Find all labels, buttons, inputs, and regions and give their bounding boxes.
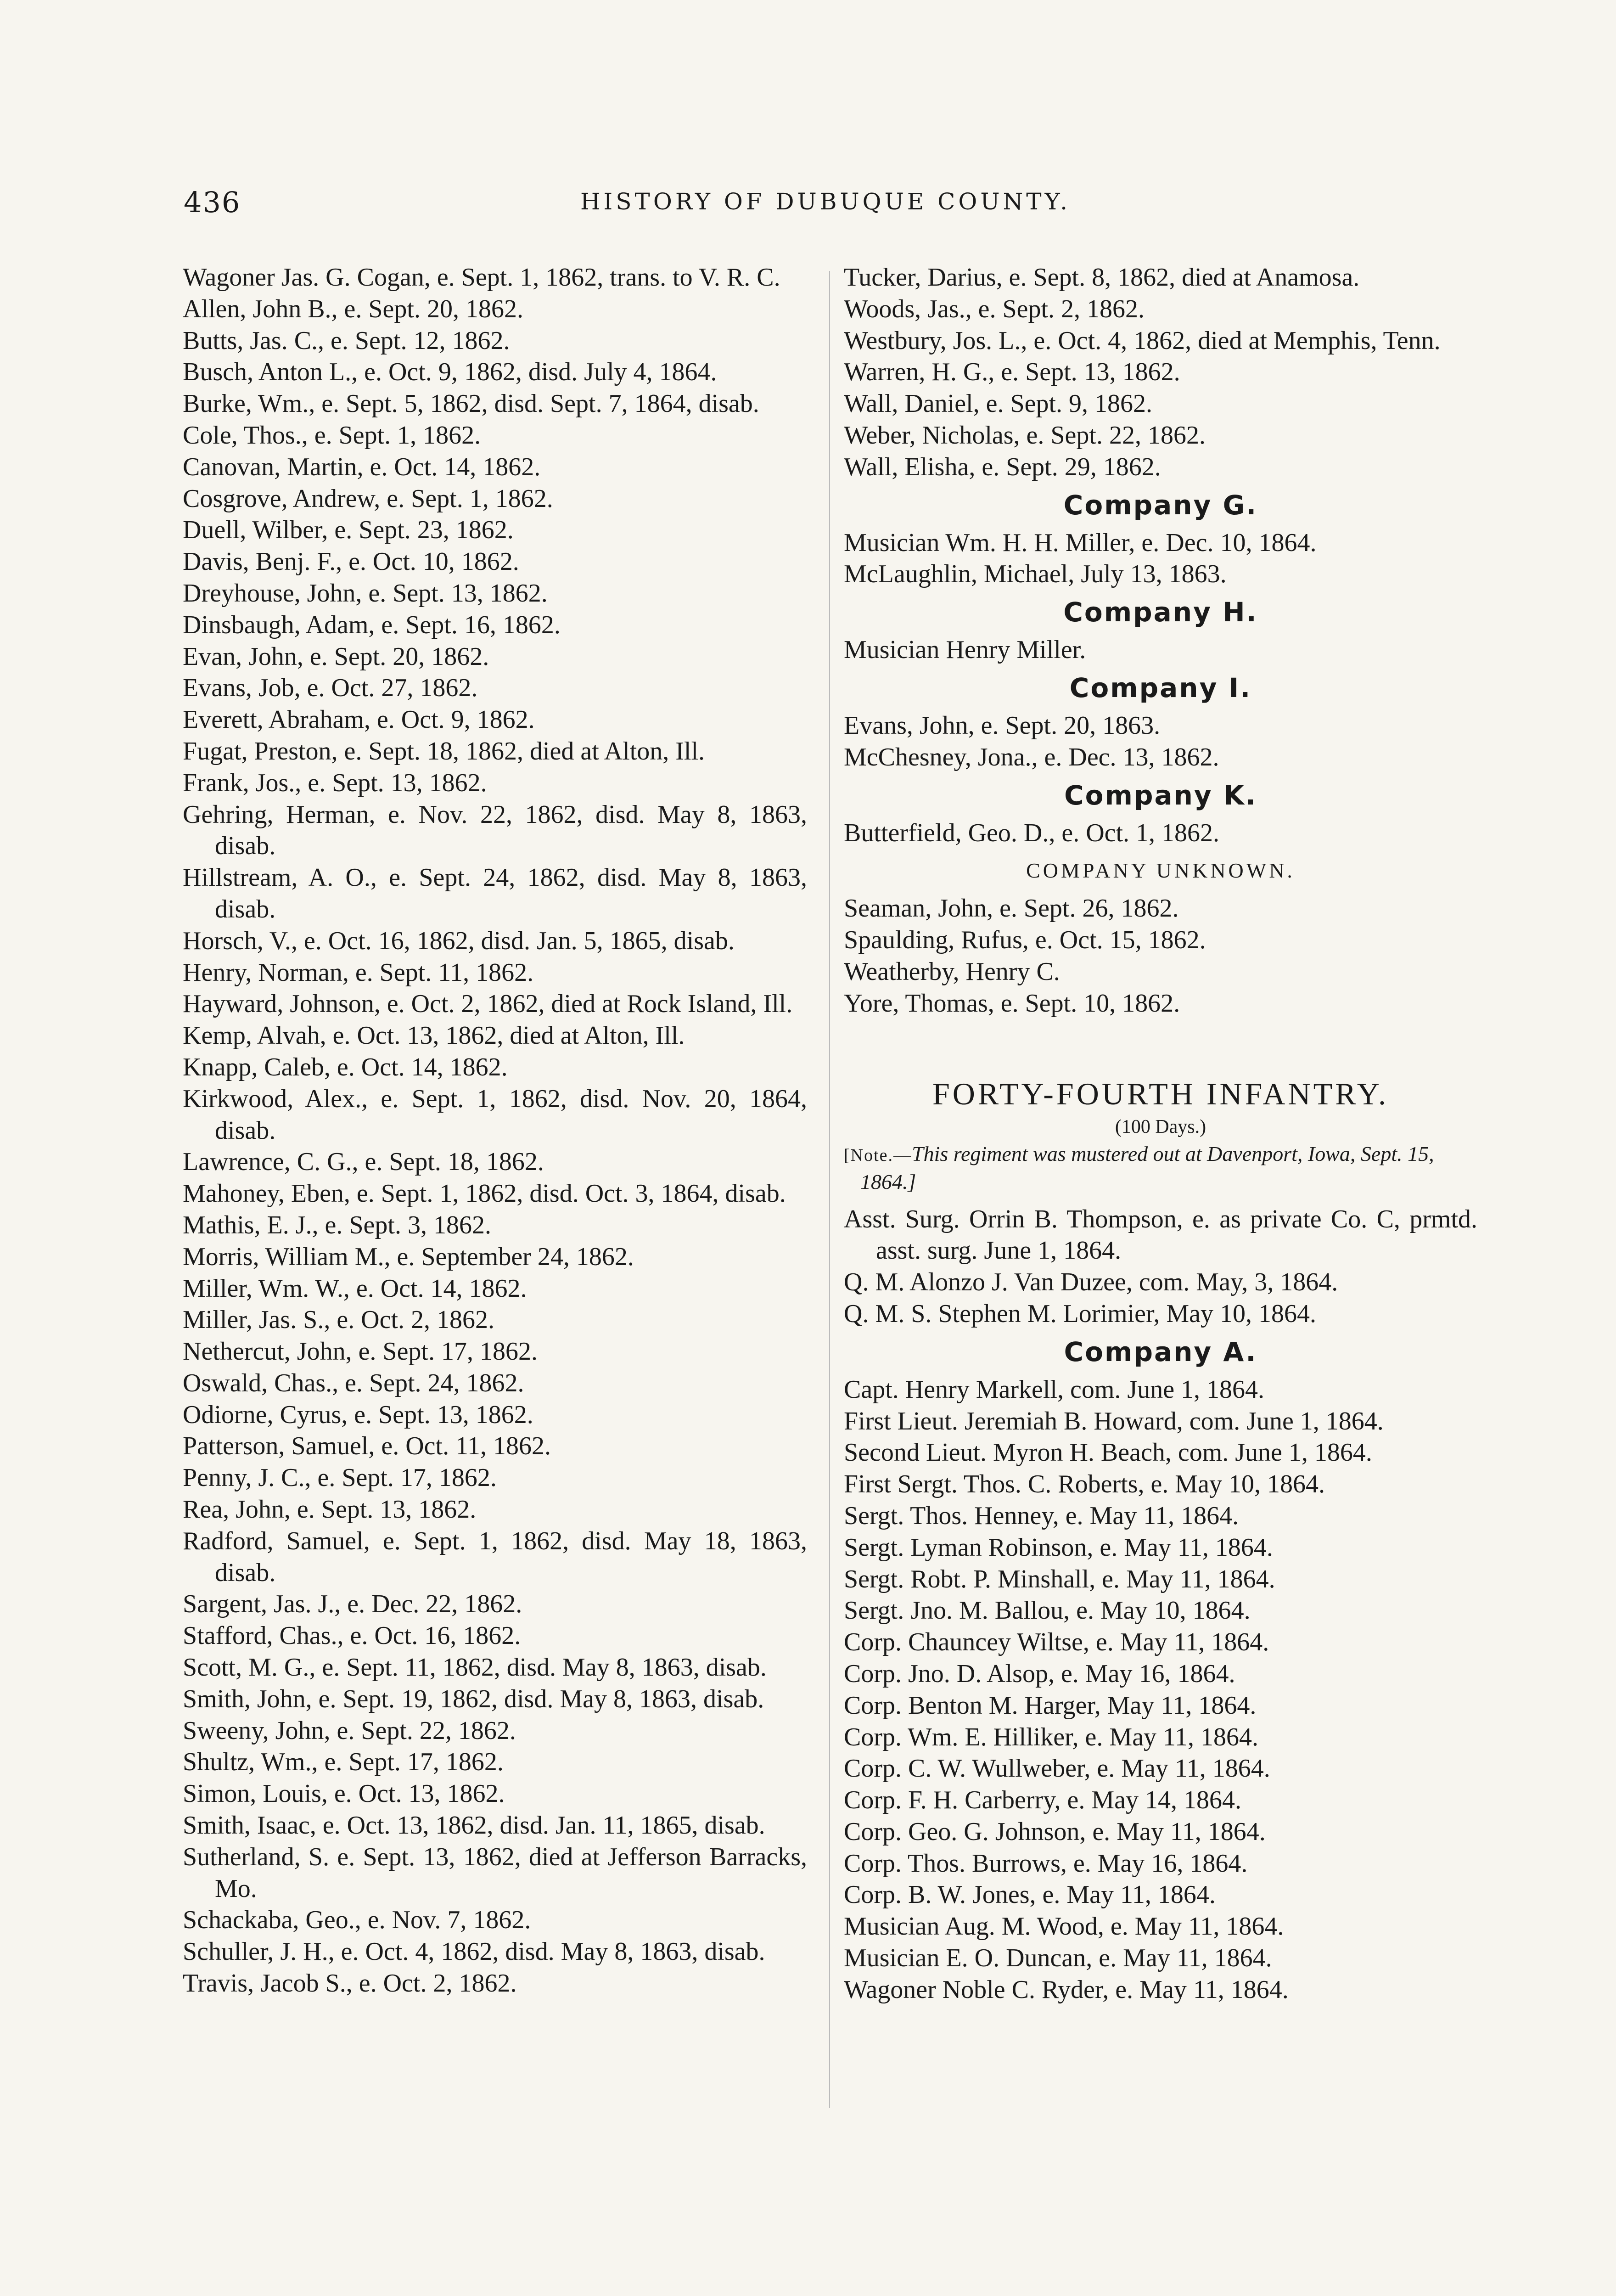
roster-entry: Mathis, E. J., e. Sept. 3, 1862. xyxy=(183,1210,491,1239)
roster-entry: Butterfield, Geo. D., e. Oct. 1, 1862. xyxy=(844,818,1220,847)
roster-entry: Wall, Daniel, e. Sept. 9, 1862. xyxy=(844,389,1153,418)
roster-entry: Miller, Wm. W., e. Oct. 14, 1862. xyxy=(183,1274,527,1303)
roster-entry: Burke, Wm., e. Sept. 5, 1862, disd. Sept. 7, 1864, disab. xyxy=(183,389,759,418)
right-top-entries xyxy=(844,262,1477,483)
roster-entry: Sergt. Thos. Henney, e. May 11, 1864. xyxy=(844,1501,1239,1530)
roster-entry: Schuller, J. H., e. Oct. 4, 1862, disd. May 8, 1863, disab. xyxy=(183,1937,765,1966)
company-h-heading: Company H. xyxy=(1063,597,1258,628)
roster-entry: Musician E. O. Duncan, e. May 11, 1864. xyxy=(844,1944,1272,1973)
roster-entry: Kemp, Alvah, e. Oct. 13, 1862, died at Alton, Ill. xyxy=(183,1021,685,1050)
roster-entry: Mahoney, Eben, e. Sept. 1, 1862, disd. Oct. 3, 1864, disab. xyxy=(183,1179,786,1208)
roster-entry: Fugat, Preston, e. Sept. 18, 1862, died at Alton, Ill. xyxy=(183,737,705,765)
roster-entry: Radford, Samuel, e. Sept. 1, 1862, disd. May 18, 1863, disab. xyxy=(183,1526,807,1587)
roster-entry: Warren, H. G., e. Sept. 13, 1862. xyxy=(844,358,1180,387)
company-a-heading: Company A. xyxy=(1064,1336,1257,1367)
roster-entry: Westbury, Jos. L., e. Oct. 4, 1862, died at Memphis, Tenn. xyxy=(844,326,1441,355)
roster-entry: Frank, Jos., e. Sept. 13, 1862. xyxy=(183,768,487,797)
roster-entry: Musician Aug. M. Wood, e. May 11, 1864. xyxy=(844,1912,1284,1941)
roster-entry: Spaulding, Rufus, e. Oct. 15, 1862. xyxy=(844,926,1206,955)
roster-entry: Simon, Louis, e. Oct. 13, 1862. xyxy=(183,1779,505,1808)
roster-entry: Musician Wm. H. H. Miller, e. Dec. 10, 1864. xyxy=(844,528,1317,557)
roster-entry: McChesney, Jona., e. Dec. 13, 1862. xyxy=(844,743,1219,771)
roster-entry: Corp. F. H. Carberry, e. May 14, 1864. xyxy=(844,1786,1241,1815)
roster-entry: Smith, John, e. Sept. 19, 1862, disd. May 8, 1863, disab. xyxy=(183,1684,764,1713)
roster-entry: Sergt. Jno. M. Ballou, e. May 10, 1864. xyxy=(844,1596,1251,1625)
roster-entry: Second Lieut. Myron H. Beach, com. June 1, 1864. xyxy=(844,1438,1372,1467)
note-text: This regiment was mustered out at Davenport, Iowa, Sept. 15, 1864.] xyxy=(860,1142,1434,1193)
roster-entry: Yore, Thomas, e. Sept. 10, 1862. xyxy=(844,989,1180,1018)
roster-entry: Sweeny, John, e. Sept. 22, 1862. xyxy=(183,1716,516,1745)
regiment-staff-entries xyxy=(844,1204,1477,1330)
roster-entry: Corp. B. W. Jones, e. May 11, 1864. xyxy=(844,1880,1216,1909)
roster-entry: Travis, Jacob S., e. Oct. 2, 1862. xyxy=(183,1969,517,1998)
roster-entry: Corp. Jno. D. Alsop, e. May 16, 1864. xyxy=(844,1659,1235,1688)
roster-entry: Evans, Job, e. Oct. 27, 1862. xyxy=(183,674,478,703)
roster-entry: Dreyhouse, John, e. Sept. 13, 1862. xyxy=(183,579,548,608)
roster-entry: Everett, Abraham, e. Oct. 9, 1862. xyxy=(183,705,535,734)
roster-entry: Kirkwood, Alex., e. Sept. 1, 1862, disd. Nov. 20, 1864, disab. xyxy=(183,1084,807,1145)
roster-entry: Corp. Chauncey Wiltse, e. May 11, 1864. xyxy=(844,1628,1269,1657)
company-k-entries xyxy=(844,817,1477,849)
roster-entry: Smith, Isaac, e. Oct. 13, 1862, disd. Jan. 11, 1865, disab. xyxy=(183,1811,765,1840)
page-number: 436 xyxy=(184,186,241,219)
roster-entry: Allen, John B., e. Sept. 20, 1862. xyxy=(183,294,523,323)
left-column xyxy=(183,262,807,1999)
roster-entry: Dinsbaugh, Adam, e. Sept. 16, 1862. xyxy=(183,610,561,639)
roster-entry: First Sergt. Thos. C. Roberts, e. May 10, 1864. xyxy=(844,1470,1325,1499)
roster-entry: Duell, Wilber, e. Sept. 23, 1862. xyxy=(183,516,514,545)
roster-entry: Corp. C. W. Wullweber, e. May 11, 1864. xyxy=(844,1754,1270,1783)
roster-entry: Oswald, Chas., e. Sept. 24, 1862. xyxy=(183,1368,524,1397)
column-divider xyxy=(829,271,830,2108)
roster-entry: Corp. Thos. Burrows, e. May 16, 1864. xyxy=(844,1849,1248,1878)
roster-entry: Q. M. Alonzo J. Van Duzee, com. May, 3, 1864. xyxy=(844,1268,1338,1297)
roster-entry: Nethercut, John, e. Sept. 17, 1862. xyxy=(183,1337,538,1366)
roster-entry: Miller, Jas. S., e. Oct. 2, 1862. xyxy=(183,1306,495,1334)
company-i-entries xyxy=(844,710,1477,773)
roster-entry: Odiorne, Cyrus, e. Sept. 13, 1862. xyxy=(183,1400,533,1429)
roster-entry: Cosgrove, Andrew, e. Sept. 1, 1862. xyxy=(183,484,553,513)
company-a-entries xyxy=(844,1374,1477,2006)
regiment-note xyxy=(844,1141,1477,1195)
roster-entry: Evans, John, e. Sept. 20, 1863. xyxy=(844,711,1161,740)
note-prefix: [Note.— xyxy=(844,1145,912,1165)
regiment-days: (100 Days.) xyxy=(1115,1116,1206,1137)
roster-entry: Wagoner Jas. G. Cogan, e. Sept. 1, 1862, trans. to V. R. C. xyxy=(183,263,780,292)
roster-entry: Busch, Anton L., e. Oct. 9, 1862, disd. July 4, 1864. xyxy=(183,358,717,387)
roster-entry: Stafford, Chas., e. Oct. 16, 1862. xyxy=(183,1621,521,1650)
roster-entry: Patterson, Samuel, e. Oct. 11, 1862. xyxy=(183,1432,551,1461)
roster-entry: Wall, Elisha, e. Sept. 29, 1862. xyxy=(844,452,1161,481)
roster-entry: Hillstream, A. O., e. Sept. 24, 1862, disd. May 8, 1863, disab. xyxy=(183,863,807,923)
roster-entry: Cole, Thos., e. Sept. 1, 1862. xyxy=(183,421,481,450)
roster-entry: Hayward, Johnson, e. Oct. 2, 1862, died at Rock Island, Ill. xyxy=(183,990,793,1019)
roster-entry: Corp. Benton M. Harger, May 11, 1864. xyxy=(844,1691,1257,1720)
roster-entry: Musician Henry Miller. xyxy=(844,636,1086,664)
company-h-entries xyxy=(844,634,1477,666)
roster-entry: Lawrence, C. G., e. Sept. 18, 1862. xyxy=(183,1148,544,1176)
running-head: HISTORY OF DUBUQUE COUNTY. xyxy=(580,188,1071,215)
company-unknown-heading: COMPANY UNKNOWN. xyxy=(1026,859,1295,883)
roster-entry: Sargent, Jas. J., e. Dec. 22, 1862. xyxy=(183,1590,522,1619)
roster-entry: Henry, Norman, e. Sept. 11, 1862. xyxy=(183,958,534,987)
roster-entry: Sergt. Lyman Robinson, e. May 11, 1864. xyxy=(844,1533,1273,1562)
roster-entry: Corp. Geo. G. Johnson, e. May 11, 1864. xyxy=(844,1817,1266,1846)
company-g-entries xyxy=(844,527,1477,591)
roster-entry: Weatherby, Henry C. xyxy=(844,957,1060,986)
roster-entry: Shultz, Wm., e. Sept. 17, 1862. xyxy=(183,1748,504,1777)
roster-entry: Rea, John, e. Sept. 13, 1862. xyxy=(183,1495,477,1524)
roster-entry: Schackaba, Geo., e. Nov. 7, 1862. xyxy=(183,1906,531,1935)
roster-entry: Knapp, Caleb, e. Oct. 14, 1862. xyxy=(183,1052,508,1081)
roster-entry: Butts, Jas. C., e. Sept. 12, 1862. xyxy=(183,326,510,355)
roster-entry: First Lieut. Jeremiah B. Howard, com. June 1, 1864. xyxy=(844,1407,1384,1435)
roster-entry: Wagoner Noble C. Ryder, e. May 11, 1864. xyxy=(844,1975,1289,2004)
roster-entry: Canovan, Martin, e. Oct. 14, 1862. xyxy=(183,452,541,481)
roster-entry: Capt. Henry Markell, com. June 1, 1864. xyxy=(844,1375,1265,1404)
roster-entry: Evan, John, e. Sept. 20, 1862. xyxy=(183,642,489,671)
roster-entry: Q. M. S. Stephen M. Lorimier, May 10, 1864. xyxy=(844,1299,1317,1328)
company-g-heading: Company G. xyxy=(1063,489,1258,521)
roster-entry: Horsch, V., e. Oct. 16, 1862, disd. Jan. 5, 1865, disab. xyxy=(183,926,735,955)
right-column xyxy=(844,262,1477,2006)
roster-entry: Scott, M. G., e. Sept. 11, 1862, disd. May 8, 1863, disab. xyxy=(183,1653,767,1682)
roster-entry: Penny, J. C., e. Sept. 17, 1862. xyxy=(183,1463,497,1492)
company-unknown-entries xyxy=(844,893,1477,1019)
roster-entry: Sutherland, S. e. Sept. 13, 1862, died at Jefferson Barracks, Mo. xyxy=(183,1842,807,1903)
roster-entry: Morris, William M., e. September 24, 1862. xyxy=(183,1242,634,1271)
roster-entry: Weber, Nicholas, e. Sept. 22, 1862. xyxy=(844,421,1206,450)
roster-entry: Seaman, John, e. Sept. 26, 1862. xyxy=(844,894,1179,923)
regiment-heading: FORTY-FOURTH INFANTRY. xyxy=(932,1076,1389,1111)
roster-entry: Woods, Jas., e. Sept. 2, 1862. xyxy=(844,294,1145,323)
company-i-heading: Company I. xyxy=(1069,672,1252,703)
roster-entry: Davis, Benj. F., e. Oct. 10, 1862. xyxy=(183,547,519,576)
page-header xyxy=(174,183,1477,238)
roster-entry: Sergt. Robt. P. Minshall, e. May 11, 1864. xyxy=(844,1564,1275,1593)
roster-entry: McLaughlin, Michael, July 13, 1863. xyxy=(844,560,1227,589)
roster-entry: Tucker, Darius, e. Sept. 8, 1862, died at Anamosa. xyxy=(844,263,1360,292)
roster-entry: Gehring, Herman, e. Nov. 22, 1862, disd. May 8, 1863, disab. xyxy=(183,800,807,861)
company-k-heading: Company K. xyxy=(1064,779,1257,811)
roster-entry: Asst. Surg. Orrin B. Thompson, e. as private Co. C, prmtd. asst. surg. June 1, 1864. xyxy=(844,1204,1477,1265)
roster-entry: Corp. Wm. E. Hilliker, e. May 11, 1864. xyxy=(844,1722,1258,1751)
